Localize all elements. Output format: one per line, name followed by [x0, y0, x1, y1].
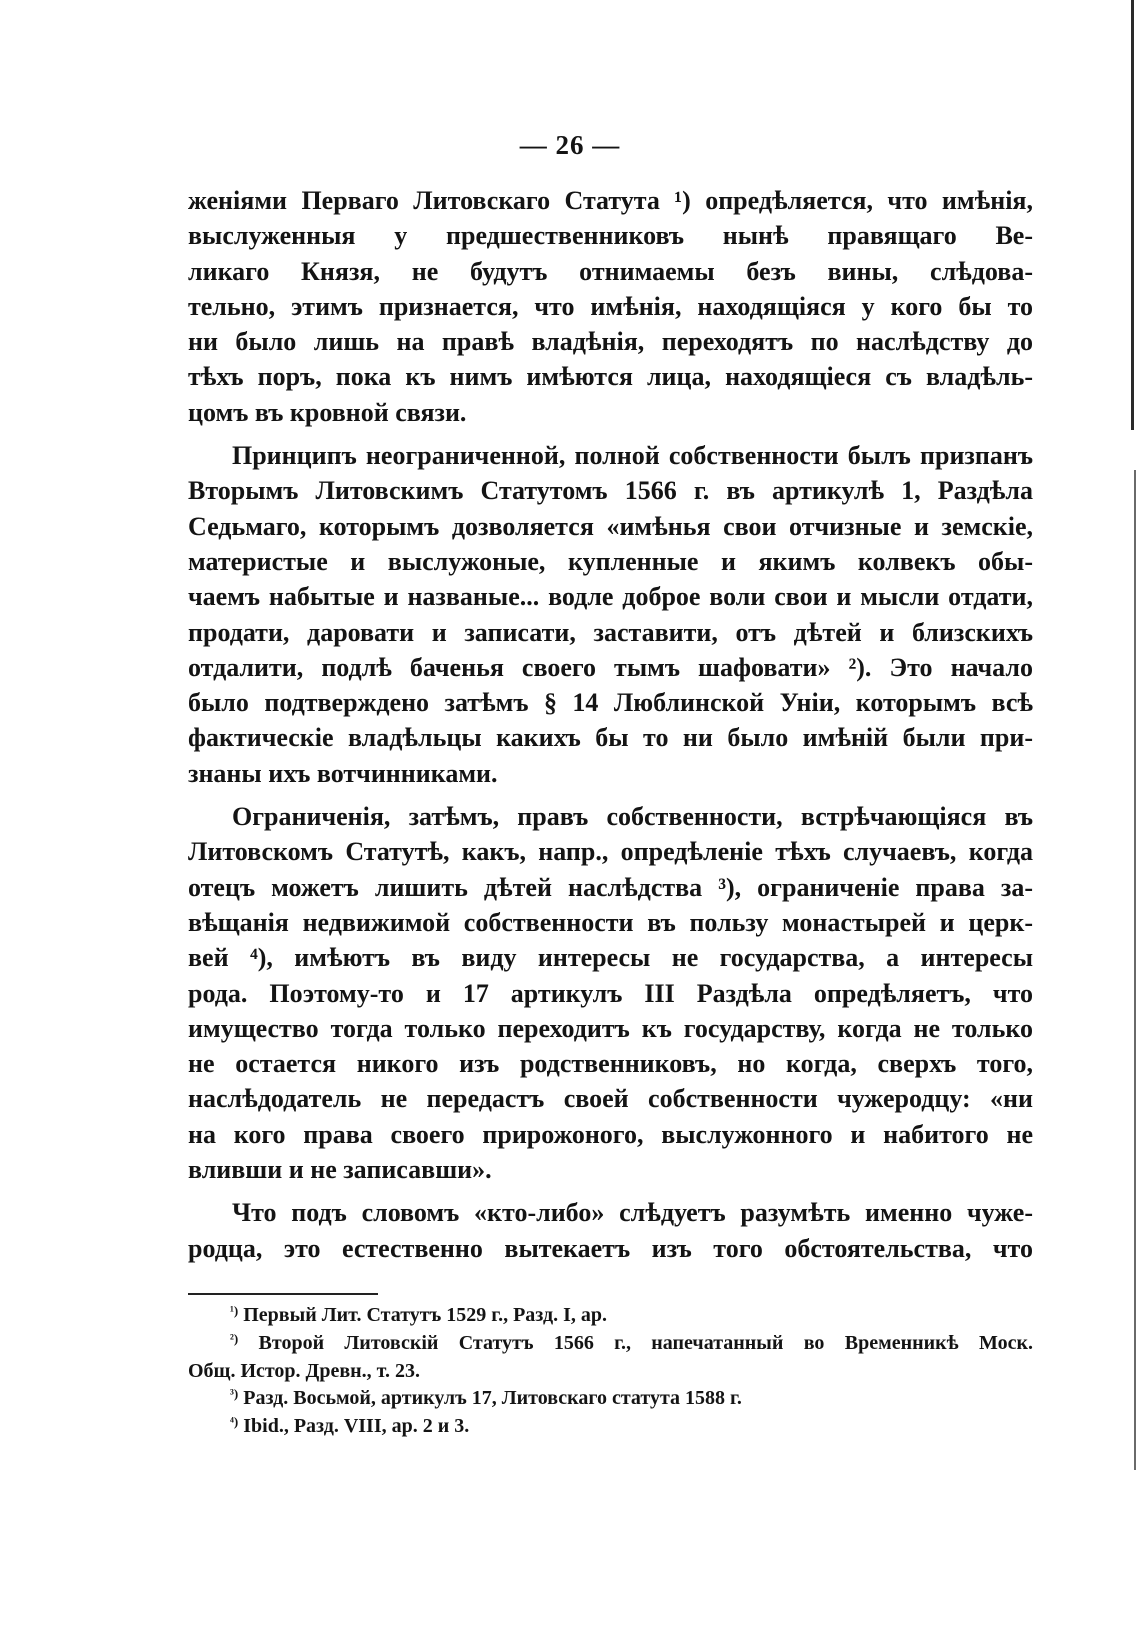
footnote-text: Второй Литовскій Статутъ 1566 г., напечатанный во Временникѣ Моск.: [258, 1331, 1033, 1354]
text-line: Седьмаго, которымъ дозволяется «имѣнья свои отчизные и земскіе,: [188, 511, 1033, 541]
text-line: материстые и выслужоные, купленные и якимъ колвекъ обы-: [188, 546, 1033, 576]
page-binding-edge: [1131, 0, 1134, 430]
footnote-text: Первый Лит. Статутъ 1529 г., Разд. I, ар.: [243, 1304, 607, 1326]
footnote-divider: [188, 1293, 378, 1295]
footnote-1: [188, 1302, 1033, 1330]
footnotes: [188, 1302, 1033, 1441]
text-line: Ограниченія, затѣмъ, правъ собственности, встрѣчающіяся въ: [232, 802, 1033, 832]
footnote-2-continued: [188, 1358, 1033, 1386]
footnote-marker: ³): [230, 1386, 239, 1402]
text-line: продати, даровати и записати, заставити, отъ дѣтей и близскихъ: [188, 617, 1033, 647]
text-line: рода. Поэтому-то и 17 артикулъ III Раздѣла опредѣляетъ, что: [188, 978, 1033, 1008]
text-line: Литовскомъ Статутѣ, какъ, напр., опредѣленіе тѣхъ случаевъ, когда: [188, 837, 1033, 867]
text-line: не остается никого изъ родственниковъ, но когда, сверхъ того,: [188, 1049, 1033, 1079]
text-line: вѣщанія недвижимой собственности въ пользу монастырей и церк-: [188, 907, 1033, 937]
footnote-2: [188, 1330, 1033, 1358]
text-line: фактическіе владѣльцы какихъ бы то ни было имѣній были при-: [188, 723, 1033, 753]
text-line: Что подъ словомъ «кто-либо» слѣдуетъ разумѣть именно чуже-: [232, 1198, 1033, 1228]
footnote-marker: ²): [230, 1330, 239, 1346]
text-line: вливши и не записавши».: [188, 1155, 492, 1185]
text-line: Вторымъ Литовскимъ Статутомъ 1566 г. въ артикулѣ 1, Раздѣла: [188, 476, 1033, 506]
text-line: знаны ихъ вотчинниками.: [188, 758, 498, 788]
text-line: выслуженныя у предшественниковъ нынѣ правящаго Ве-: [188, 221, 1033, 251]
text-line: отецъ можетъ лишить дѣтей наслѣдства ³), ограниченіе права за-: [188, 872, 1033, 902]
text-line: ни было лишь на правѣ владѣнія, переходятъ по наслѣдству до: [188, 327, 1033, 357]
footnote-text: Разд. Восьмой, артикулъ 17, Литовскаго статута 1588 г.: [243, 1387, 742, 1410]
text-line: Принципъ неограниченной, полной собственности былъ призпанъ: [232, 441, 1033, 471]
text-line: родца, это естественно вытекаетъ изъ того обстоятельства, что: [188, 1233, 1033, 1263]
footnote-4: [188, 1413, 1033, 1441]
text-line: цомъ въ кровной связи.: [188, 397, 467, 427]
text-line: тѣхъ поръ, пока къ нимъ имѣются лица, находящіеся съ владѣль-: [188, 362, 1033, 392]
text-line: ликаго Князя, не будутъ отнимаемы безъ вины, слѣдова-: [188, 256, 1033, 286]
footnote-marker: ¹): [230, 1303, 239, 1318]
page-number: — 26 —: [519, 130, 621, 160]
body-text: [188, 183, 1033, 1266]
text-line: имущество тогда только переходитъ къ государству, когда не только: [188, 1013, 1033, 1043]
text-line: вей ⁴), имѣютъ въ виду интересы не государства, а интересы: [188, 943, 1033, 973]
footnote-text: Ibid., Разд. VIII, ар. 2 и 3.: [243, 1415, 470, 1438]
text-line: отдалити, подлѣ баченья своего тымъ шафовати» ²). Это начало: [188, 652, 1033, 682]
footnote-text: Общ. Истор. Древн., т. 23.: [188, 1359, 420, 1382]
text-line: чаемъ набытые и названые... водле доброе воли свои и мысли отдати,: [188, 582, 1033, 612]
text-line: было подтверждено затѣмъ § 14 Люблинской Уніи, которымъ всѣ: [188, 688, 1033, 718]
footnote-marker: ⁴): [230, 1414, 239, 1430]
text-line: на кого права своего прирожоного, выслужонного и набитого не: [188, 1119, 1033, 1149]
page-binding-edge-lower: [1134, 470, 1136, 1470]
text-line: наслѣдодатель не передастъ своей собственности чужеродцу: «ни: [188, 1084, 1033, 1114]
footnote-3: [188, 1385, 1033, 1413]
text-line: женіями Перваго Литовскаго Статута ¹) опредѣляется, что имѣнія,: [188, 186, 1033, 215]
text-line: тельно, этимъ признается, что имѣнія, находящіяся у кого бы то: [188, 291, 1033, 321]
